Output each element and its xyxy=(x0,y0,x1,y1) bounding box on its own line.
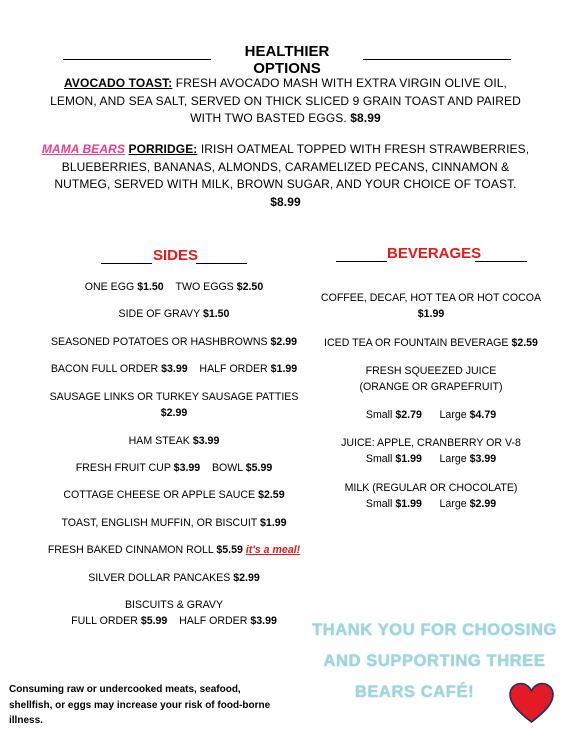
side-biscuits xyxy=(34,598,314,629)
beverages-rule-right xyxy=(475,261,527,262)
roll-note: it's a meal! xyxy=(245,544,301,556)
bowl-label: BOWL xyxy=(211,462,243,474)
thank-line-3: BEARS CAFÉ! xyxy=(354,683,475,701)
milk-large-label: Large xyxy=(439,497,467,510)
heading-rule-right xyxy=(363,59,511,60)
side-fruit xyxy=(34,461,314,477)
potatoes-price: $2.99 xyxy=(270,336,298,348)
sides-rule-right xyxy=(196,263,247,264)
side-potatoes xyxy=(34,335,314,351)
porridge-line-2: BLUEBERRIES, BANANAS, ALMONDS, CARAMELIZED PECANS, CINNAMON & xyxy=(61,159,510,174)
juice-small-price: $1.99 xyxy=(395,452,422,465)
biscuits-half-price: $3.99 xyxy=(250,614,277,627)
porridge-price: $8.99 xyxy=(270,194,301,209)
side-bacon xyxy=(34,362,314,378)
sides-heading xyxy=(101,247,247,267)
milk-sizes xyxy=(310,497,552,513)
fruit-cup-price: $3.99 xyxy=(173,462,201,474)
juice-small-label: Small xyxy=(365,452,393,465)
side-ham xyxy=(34,434,314,450)
side-eggs xyxy=(34,280,314,296)
fresh-juice-label: FRESH SQUEEZED JUICE xyxy=(365,365,497,377)
fresh-small-price: $2.79 xyxy=(395,409,422,421)
fresh-juice-types: (ORANGE OR GRAPEFRUIT) xyxy=(359,380,503,393)
biscuits-full-label: FULL ORDER xyxy=(71,614,138,627)
milk-small-price: $1.99 xyxy=(395,497,422,510)
bacon-full-label: BACON FULL ORDER xyxy=(50,363,159,375)
milk-small-label: Small xyxy=(365,497,393,510)
avocado-desc-3: WITH TWO BASTED EGGS. xyxy=(190,111,347,125)
porridge-name: PORRIDGE: xyxy=(128,142,198,156)
pancakes-price: $2.99 xyxy=(233,572,260,584)
avocado-line-2: LEMON, AND SEA SALT, SERVED ON THICK SLICED 9 GRAIN TOAST AND PAIRED xyxy=(50,93,521,108)
biscuits-orders xyxy=(34,614,314,630)
bev-coffee xyxy=(310,291,552,322)
fresh-large-label: Large xyxy=(439,409,467,421)
toast-label: TOAST, ENGLISH MUFFIN, OR BISCUIT xyxy=(61,517,258,529)
heart-icon-svg xyxy=(509,682,554,724)
juice-large-label: Large xyxy=(439,452,467,465)
iced-price: $2.59 xyxy=(511,337,538,349)
thank-line-2: AND SUPPORTING THREE xyxy=(323,652,546,670)
roll-price: $5.59 xyxy=(216,544,243,556)
side-toast xyxy=(34,516,314,532)
avocado-price: $8.99 xyxy=(350,111,381,125)
porridge-line-3: NUTMEG, SERVED WITH MILK, BROWN SUGAR, AND YOUR CHOICE OF TOAST. xyxy=(54,177,517,191)
beverages-heading xyxy=(336,245,527,265)
side-cinnamon-roll xyxy=(34,543,314,559)
ham-label: HAM STEAK xyxy=(128,435,190,447)
coffee-label: COFFEE, DECAF, HOT TEA OR HOT COCOA xyxy=(320,292,542,304)
avocado-desc-1: FRESH AVOCADO MASH WITH EXTRA VIRGIN OLIVE OIL, xyxy=(172,76,507,90)
beverages-title: BEVERAGES xyxy=(387,245,482,262)
bev-iced xyxy=(310,336,552,352)
bev-milk xyxy=(310,481,552,512)
bacon-half-price: $1.99 xyxy=(270,363,298,375)
one-egg-price: $1.50 xyxy=(137,281,164,293)
two-eggs-label: TWO EGGS xyxy=(175,281,234,293)
fresh-small-label: Small xyxy=(365,409,393,421)
cottage-price: $2.59 xyxy=(258,489,285,501)
bowl-price: $5.99 xyxy=(245,462,273,474)
toast-price: $1.99 xyxy=(260,517,287,529)
juice-label: JUICE: APPLE, CRANBERRY OR V-8 xyxy=(341,437,521,449)
thank-line-1: THANK YOU FOR CHOOSING xyxy=(312,621,557,639)
side-sausage xyxy=(34,390,314,421)
avocado-line-3 xyxy=(20,110,551,128)
beverages-rule-left xyxy=(336,261,387,262)
porridge-desc-1: IRISH OATMEAL TOPPED WITH FRESH STRAWBERRIES, xyxy=(197,142,530,156)
disclaimer-line-1: Consuming raw or undercooked meats, seafood, xyxy=(9,684,241,695)
porridge-name-italic: MAMA BEARS xyxy=(41,142,126,156)
roll-label: FRESH BAKED CINNAMON ROLL xyxy=(47,544,214,556)
bacon-half-label: HALF ORDER xyxy=(199,363,268,375)
sausage-label: SAUSAGE LINKS OR TURKEY SAUSAGE PATTIES xyxy=(49,391,299,403)
side-cottage xyxy=(34,488,314,504)
heart-icon xyxy=(509,682,554,724)
disclaimer xyxy=(9,682,299,729)
fresh-large-price: $4.79 xyxy=(469,409,497,421)
gravy-price: $1.50 xyxy=(202,308,230,320)
avocado-name: AVOCADO TOAST: xyxy=(64,76,173,90)
bev-juice xyxy=(310,436,552,467)
pancakes-label: SILVER DOLLAR PANCAKES xyxy=(88,572,231,584)
biscuits-full-price: $5.99 xyxy=(140,614,168,627)
iced-label: ICED TEA OR FOUNTAIN BEVERAGE xyxy=(324,337,509,349)
healthier-heading xyxy=(63,43,511,77)
potatoes-label: SEASONED POTATOES OR HASHBROWNS xyxy=(50,336,268,348)
heading-rule-left xyxy=(63,59,211,60)
disclaimer-line-2: shellfish, or eggs may increase your risk of food-borne xyxy=(9,699,271,711)
sides-title: SIDES xyxy=(153,247,199,264)
avocado-line-1 xyxy=(20,75,551,93)
one-egg-label: ONE EGG xyxy=(84,281,135,293)
biscuits-half-label: HALF ORDER xyxy=(179,614,248,627)
avocado-toast-item xyxy=(20,75,551,128)
porridge-item xyxy=(20,141,551,211)
side-pancakes xyxy=(34,571,314,587)
disclaimer-line-3: illness. xyxy=(9,715,43,726)
side-gravy xyxy=(34,307,314,323)
gravy-label: SIDE OF GRAVY xyxy=(118,308,200,320)
coffee-price: $1.99 xyxy=(417,307,445,320)
bacon-full-price: $3.99 xyxy=(161,363,188,375)
fruit-cup-label: FRESH FRUIT CUP xyxy=(75,462,171,474)
porridge-line-1 xyxy=(20,141,551,159)
bev-fresh-juice xyxy=(310,364,552,395)
bev-fresh-sizes xyxy=(310,408,552,424)
sides-rule-left xyxy=(101,263,152,264)
sausage-price: $2.99 xyxy=(160,406,188,419)
two-eggs-price: $2.50 xyxy=(236,281,264,293)
milk-label: MILK (REGULAR OR CHOCOLATE) xyxy=(344,482,518,494)
biscuits-label: BISCUITS & GRAVY xyxy=(124,599,224,611)
milk-large-price: $2.99 xyxy=(469,497,497,510)
juice-sizes xyxy=(310,452,552,468)
healthier-title: HEALTHIER OPTIONS xyxy=(244,43,330,77)
cottage-label: COTTAGE CHEESE OR APPLE SAUCE xyxy=(63,489,256,501)
juice-large-price: $3.99 xyxy=(469,452,497,465)
ham-price: $3.99 xyxy=(192,435,220,447)
